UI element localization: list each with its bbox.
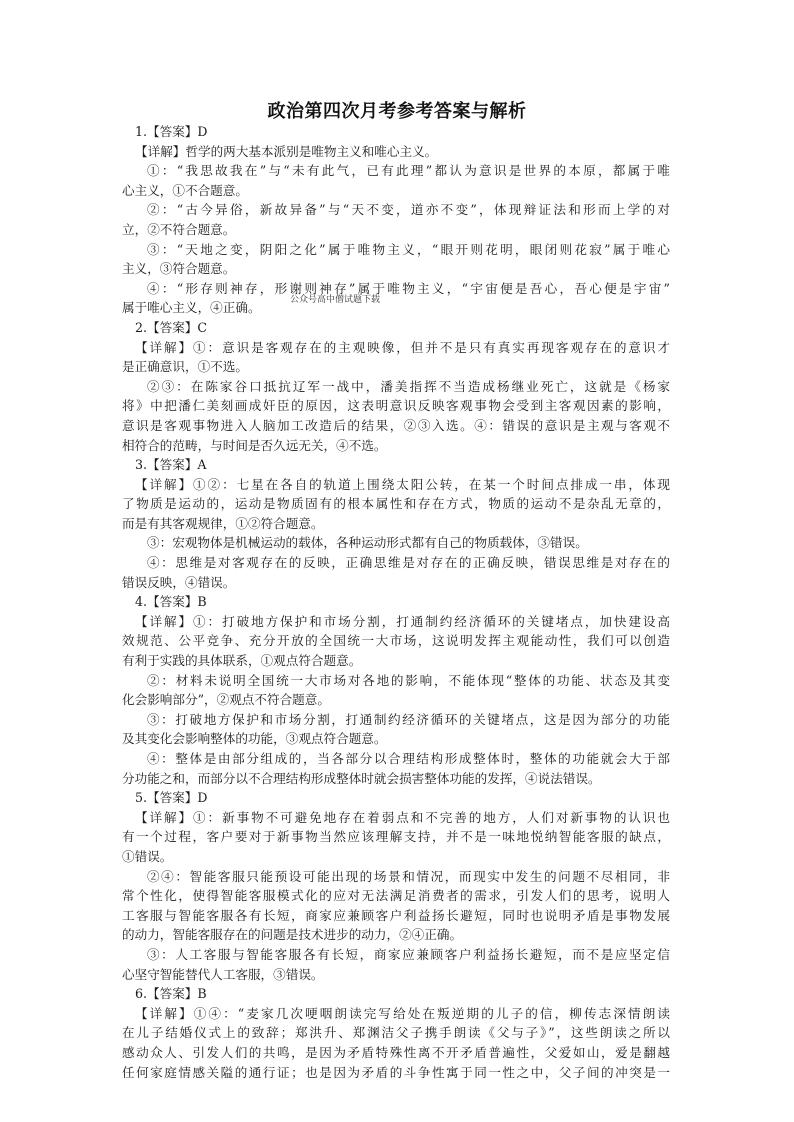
text-line: 【详解】哲学的两大基本派别是唯物主义和唯心主义。 bbox=[135, 143, 438, 159]
text-line: 工客服与智能客服各有长短，商家应兼顾客户利益扬长避短，同时也说明矛盾是事物发展 bbox=[122, 907, 670, 923]
text-line: ②③：在陈家谷口抵抗辽军一战中，潘美指挥不当造成杨继业死亡，这就是《杨家 bbox=[147, 378, 670, 394]
text-line: 分功能之和，而部分以不合理结构形成整体时就会损害整体功能的发挥，④说法错误。 bbox=[122, 770, 601, 786]
text-line: 任何家庭情感关隘的通行证；也是因为矛盾的斗争性寓于同一性之中，父子间的冲突是一 bbox=[122, 1064, 670, 1080]
text-line: 相符合的范畴，与时间是否久远无关，④不选。 bbox=[122, 437, 387, 453]
text-line: 6.【答案】B bbox=[135, 986, 207, 1002]
text-line: 心坚守智能替代人工客服，③错误。 bbox=[122, 966, 324, 982]
text-line: ②④：智能客服只能预设可能出现的场景和情况，而现实中发生的问题不尽相同，非 bbox=[147, 868, 670, 884]
text-line: 错误反映，④错误。 bbox=[122, 574, 236, 590]
text-line: 【详解】①：新事物不可避免地存在着弱点和不完善的地方，人们对新事物的认识也 bbox=[135, 809, 670, 825]
text-line: 化会影响部分”，②观点不符合题意。 bbox=[122, 692, 330, 708]
text-line: ④：整体是由部分组成的，当各部分以合理结构形成整体时，整体的功能就会大于部 bbox=[147, 751, 670, 766]
text-line: 及其变化会影响整体的功能，③观点符合题意。 bbox=[122, 731, 387, 747]
text-line: 效规范、公平竞争、充分开放的全国统一大市场，这说明发挥主观能动性，我们可以创造 bbox=[122, 633, 670, 649]
text-line: 有利于实践的具体联系，①观点符合题意。 bbox=[122, 653, 362, 669]
text-line: 感动众人、引发人们的共鸣，是因为矛盾特殊性离不开矛盾普遍性，父爱如山，爱是翻越 bbox=[122, 1044, 670, 1060]
text-line: ③：打破地方保护和市场分割，打通制约经济循环的关键堵点，这是因为部分的功能 bbox=[147, 711, 670, 727]
text-line: 主义，③符合题意。 bbox=[122, 261, 236, 277]
text-line: ③：人工客服与智能客服各有长短，商家应兼顾客户利益扬长避短，而不是应坚定信 bbox=[147, 946, 670, 962]
text-line: 【详解】①②：七星在各自的轨道上围绕太阳公转，在某一个时间点排成一串，体现 bbox=[135, 476, 670, 492]
text-line: 有一个过程，客户要对于新事物当然应该理解支持，并不是一味地悦纳智能客服的缺点， bbox=[122, 829, 670, 845]
text-line: ③：“天地之变，阴阳之化”属于唯物主义，“眼开则花明，眼闭则花寂”属于唯心 bbox=[147, 241, 670, 257]
text-line: 5.【答案】D bbox=[135, 790, 208, 806]
text-line: 意识是客观事物进入人脑加工改造后的结果，②③入选。④：错误的意识是主观与客观不 bbox=[122, 417, 670, 433]
text-line: 的动力，智能客服存在的问题是技术进步的动力，②④正确。 bbox=[122, 927, 463, 943]
text-line: 在儿子结婚仪式上的致辞；郑洪升、郑渊洁父子携手朗读《父与子》”，这些朗读之所以 bbox=[122, 1025, 670, 1041]
text-line: 常个性化，使得智能客服模式化的应对无法满足消费者的需求，引发人们的思考，说明人 bbox=[122, 888, 670, 904]
text-line: 3.【答案】A bbox=[135, 457, 207, 473]
text-line: ①：“我思故我在”与“未有此气，已有此理”都认为意识是世界的本原，都属于唯 bbox=[147, 163, 670, 179]
text-line: 1.【答案】D bbox=[135, 124, 208, 139]
watermark-text: 公众号高中僧试题下载 bbox=[290, 295, 381, 305]
text-line: ①错误。 bbox=[122, 848, 173, 864]
text-line: ④：“形存则神存，形谢则神存”属于唯物主义，“宇宙便是吾心，吾心便是宇宙” bbox=[147, 280, 670, 296]
text-line: 属于唯心主义，④正确。 bbox=[122, 300, 261, 316]
page-title: 政治第四次月考参考答案与解析 bbox=[267, 101, 527, 122]
text-line: ③：宏观物体是机械运动的载体，各种运动形式都有自己的物质载体，③错误。 bbox=[147, 535, 588, 551]
text-line: 了物质是运动的，运动是物质固有的根本属性和存在方式，物质的运动不是杂乱无章的， bbox=[122, 496, 670, 512]
text-line: 【详解】①④：“麦家几次哽咽朗读完写给处在叛逆期的儿子的信，柳传志深情朗读 bbox=[135, 1005, 670, 1021]
text-line: 2.【答案】C bbox=[135, 319, 208, 335]
text-line: 心主义，①不合题意。 bbox=[122, 182, 248, 198]
text-line: 而是有其客观规律，①②符合题意。 bbox=[122, 515, 324, 531]
text-line: 4.【答案】B bbox=[135, 594, 207, 610]
text-line: ④：思维是对客观存在的反映，正确思维是对存在的正确反映，错误思维是对存在的 bbox=[147, 555, 670, 571]
text-line: 【详解】①：意识是客观存在的主观映像，但并不是只有真实再现客观存在的意识才 bbox=[135, 339, 670, 355]
text-line: 【详解】①：打破地方保护和市场分割，打通制约经济循环的关键堵点，加快建设高 bbox=[135, 613, 670, 629]
answer-body bbox=[122, 122, 670, 1082]
text-line: 立，②不符合题意。 bbox=[122, 221, 236, 237]
text-line: ②：“古今异俗，新故异备”与“天不变，道亦不变”，体现辩证法和形而上学的对 bbox=[147, 202, 670, 218]
text-line: 是正确意识，①不选。 bbox=[122, 359, 248, 375]
text-line: ②：材料未说明全国统一大市场对各地的影响，不能体现“整体的功能、状态及其变 bbox=[147, 672, 670, 688]
text-line: 将》中把潘仁美刻画成奸臣的原因，这表明意识反映客观事物会受到主客观因素的影响， bbox=[122, 398, 670, 414]
